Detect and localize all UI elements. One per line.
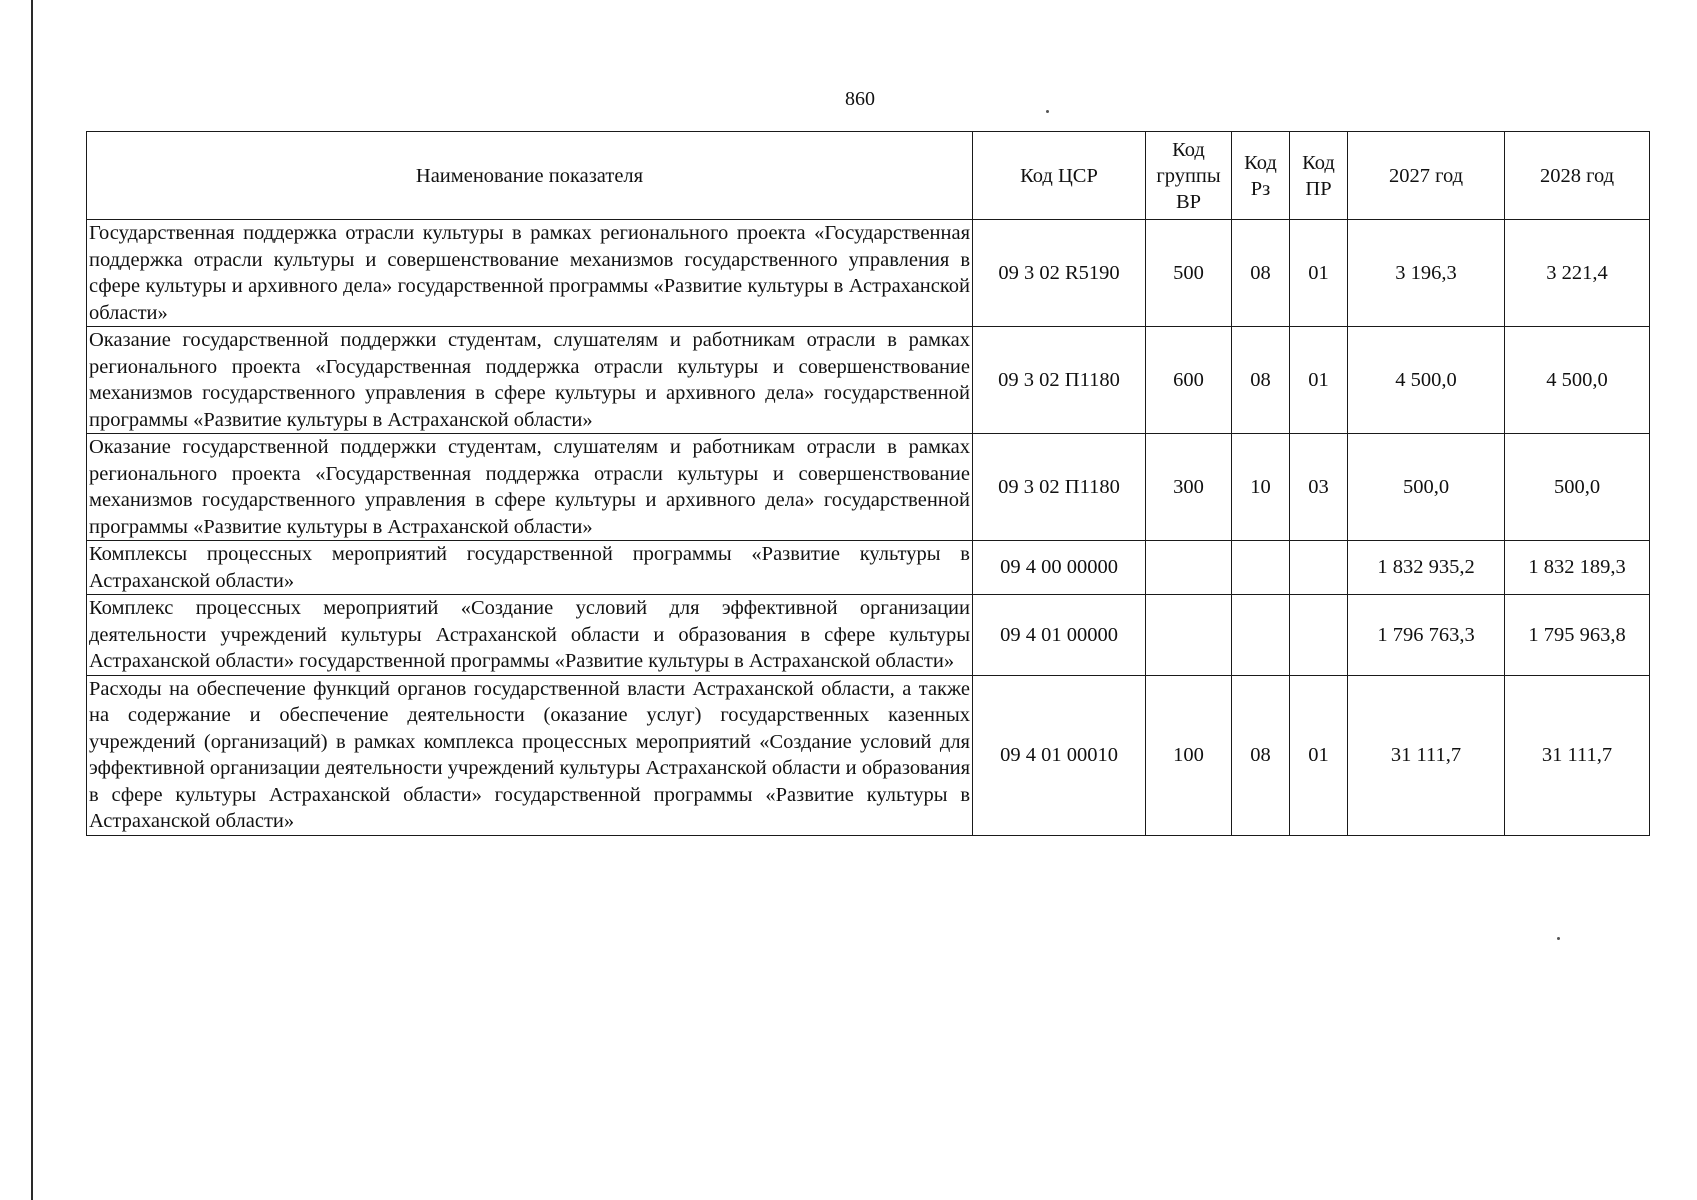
- row-vr: 100: [1146, 675, 1232, 835]
- row-name: Государственная поддержка отрасли культуры в рамках регионального проекта «Государственная поддержка отрасли культуры и совершенствование механизмов государственного управления в сфере культуры и архивного дела» государственной программы «Развитие культуры в Астраханской области»: [87, 220, 973, 327]
- row-vr: [1146, 541, 1232, 595]
- row-2028: 1 795 963,8: [1505, 595, 1650, 676]
- row-name: Комплекс процессных мероприятий «Создание условий для эффективной организации деятельности учреждений культуры Астраханской области и образования в сфере культуры Астраханской области» государственной программы «Развитие культуры в Астраханской области»: [87, 595, 973, 676]
- row-2027: 3 196,3: [1348, 220, 1505, 327]
- row-csr: 09 4 00 00000: [973, 541, 1146, 595]
- row-2028: 1 832 189,3: [1505, 541, 1650, 595]
- row-2028: 500,0: [1505, 434, 1650, 541]
- row-csr: 09 4 01 00010: [973, 675, 1146, 835]
- header-vr: Код группы ВР: [1146, 132, 1232, 220]
- row-vr: 300: [1146, 434, 1232, 541]
- row-2028: 3 221,4: [1505, 220, 1650, 327]
- table-header-row: [87, 132, 1650, 220]
- row-rz: 08: [1232, 220, 1290, 327]
- table-row: [87, 434, 1650, 541]
- row-rz: [1232, 541, 1290, 595]
- row-vr: [1146, 595, 1232, 676]
- table-row: [87, 595, 1650, 676]
- row-csr: 09 3 02 П1180: [973, 327, 1146, 434]
- row-2027: 1 796 763,3: [1348, 595, 1505, 676]
- row-rz: [1232, 595, 1290, 676]
- table-row: [87, 220, 1650, 327]
- scan-edge-line: [31, 0, 33, 1200]
- row-vr: 600: [1146, 327, 1232, 434]
- header-name: Наименование показателя: [87, 132, 973, 220]
- scan-speck: [1557, 937, 1560, 940]
- row-pr: [1290, 595, 1348, 676]
- row-vr: 500: [1146, 220, 1232, 327]
- row-pr: 03: [1290, 434, 1348, 541]
- row-csr: 09 3 02 П1180: [973, 434, 1146, 541]
- row-pr: 01: [1290, 327, 1348, 434]
- header-csr: Код ЦСР: [973, 132, 1146, 220]
- row-rz: 10: [1232, 434, 1290, 541]
- row-2028: 4 500,0: [1505, 327, 1650, 434]
- header-2027: 2027 год: [1348, 132, 1505, 220]
- row-2027: 1 832 935,2: [1348, 541, 1505, 595]
- header-pr: Код ПР: [1290, 132, 1348, 220]
- row-2027: 31 111,7: [1348, 675, 1505, 835]
- row-pr: [1290, 541, 1348, 595]
- row-name: Оказание государственной поддержки студентам, слушателям и работникам отрасли в рамках регионального проекта «Государственная поддержка отрасли культуры и совершенствование механизмов государственного управления в сфере культуры и архивного дела» государственной программы «Развитие культуры в Астраханской области»: [87, 327, 973, 434]
- row-2027: 4 500,0: [1348, 327, 1505, 434]
- page-number: 860: [845, 88, 875, 110]
- header-2028: 2028 год: [1505, 132, 1650, 220]
- table-row: [87, 675, 1650, 835]
- row-2027: 500,0: [1348, 434, 1505, 541]
- row-csr: 09 4 01 00000: [973, 595, 1146, 676]
- header-rz: Код Рз: [1232, 132, 1290, 220]
- row-pr: 01: [1290, 220, 1348, 327]
- row-name: Оказание государственной поддержки студентам, слушателям и работникам отрасли в рамках регионального проекта «Государственная поддержка отрасли культуры и совершенствование механизмов государственного управления в сфере культуры и архивного дела» государственной программы «Развитие культуры в Астраханской области»: [87, 434, 973, 541]
- table-row: [87, 541, 1650, 595]
- row-2028: 31 111,7: [1505, 675, 1650, 835]
- row-csr: 09 3 02 R5190: [973, 220, 1146, 327]
- row-name: Комплексы процессных мероприятий государственной программы «Развитие культуры в Астраханской области»: [87, 541, 973, 595]
- row-pr: 01: [1290, 675, 1348, 835]
- budget-table: [86, 131, 1650, 836]
- row-name: Расходы на обеспечение функций органов государственной власти Астраханской области, а также на содержание и обеспечение деятельности (оказание услуг) государственных казенных учреждений (организаций) в рамках комплекса процессных мероприятий «Создание условий для эффективной организации деятельности учреждений культуры Астраханской области и образования в сфере культуры Астраханской области» государственной программы «Развитие культуры в Астраханской области»: [87, 675, 973, 835]
- row-rz: 08: [1232, 675, 1290, 835]
- table-row: [87, 327, 1650, 434]
- row-rz: 08: [1232, 327, 1290, 434]
